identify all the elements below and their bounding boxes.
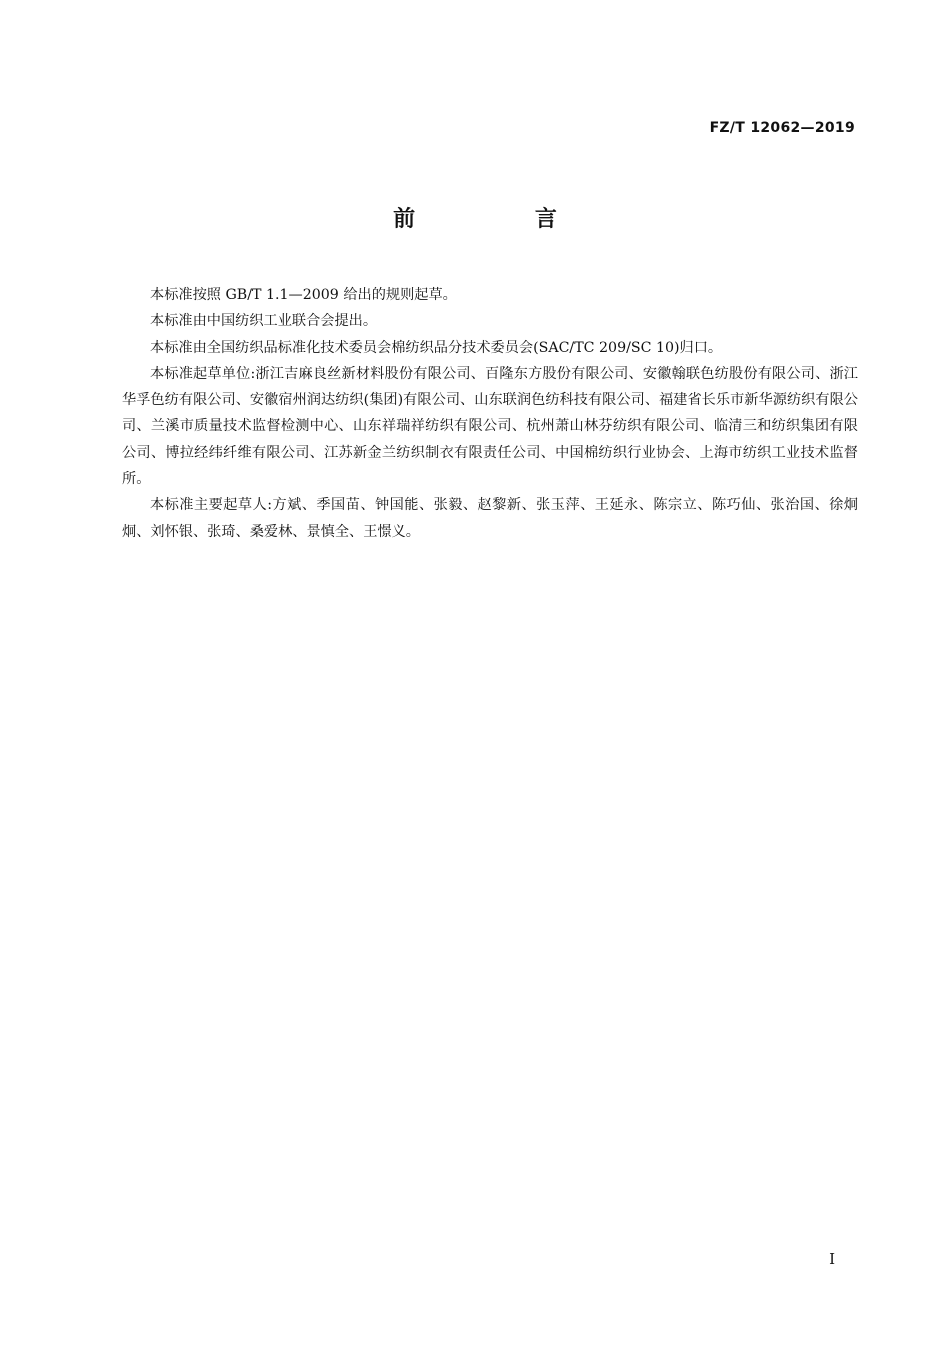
page-title: 前 言: [393, 207, 613, 232]
standard-code: FZ/T 12062—2019: [709, 120, 855, 136]
paragraph-drafting-rules: 本标准按照 GB/T 1.1—2009 给出的规则起草。: [150, 287, 457, 303]
foreword-body: [122, 282, 858, 545]
paragraph-jurisdiction: 本标准由全国纺织品标准化技术委员会棉纺织品分技术委员会(SAC/TC 209/SC 10)归口。: [150, 339, 723, 356]
paragraph-proposer: 本标准由中国纺织工业联合会提出。: [150, 313, 378, 330]
page-number: I: [829, 1250, 835, 1268]
paragraph-drafting-units: 本标准起草单位:浙江吉麻良丝新材料股份有限公司、百隆东方股份有限公司、安徽翰联色纺股份有限公司、浙江华孚色纺有限公司、安徽宿州润达纺织(集团)有限公司、山东联润色纺科技有限公司、福建省长乐市新华源纺织有限公司、兰溪市质量技术监督检测中心、山东祥瑞祥纺织有限公司、杭州萧山林芬纺织有限公司、临清三和纺织集团有限公司、博拉经纬纤维有限公司、江苏新金兰纺织制衣有限责任公司、中国棉纺织行业协会、上海市纺织工业技术监督所。: [122, 365, 858, 488]
paragraph-drafters: 本标准主要起草人:方斌、季国苗、钟国能、张毅、赵黎新、张玉萍、王延永、陈宗立、陈巧仙、张治国、徐炯炯、刘怀银、张琦、桑爱林、景慎全、王憬义。: [122, 497, 858, 540]
